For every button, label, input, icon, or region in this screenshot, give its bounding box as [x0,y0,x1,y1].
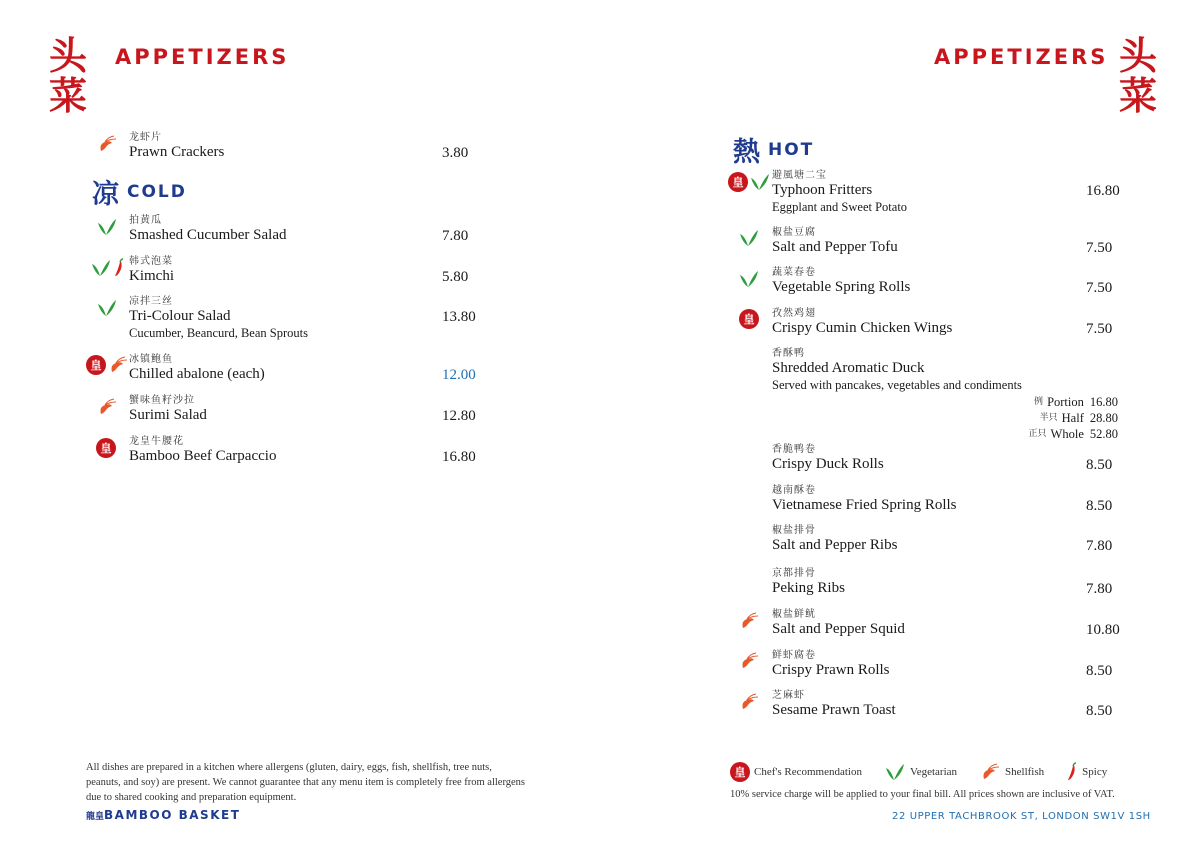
item-price: 8.50 [1086,703,1113,719]
item-price: 16.80 [1086,183,1120,199]
item-price: 12.00 [442,367,476,383]
vegetarian-leaf-icon [749,172,771,192]
item-name: Sesame Prawn Toast [772,702,896,718]
item-price: 5.80 [442,269,469,285]
item-name: Salt and Pepper Tofu [772,239,898,255]
vegetarian-leaf-icon [738,269,760,289]
menu-item-peking-ribs [772,567,845,597]
menu-item-vietnamese-spring-rolls [772,484,957,514]
menu-item-smashed-cucumber [129,214,286,244]
shellfish-shrimp-icon [96,397,118,417]
item-chinese-name: 拍黄瓜 [129,215,162,226]
item-price: 7.50 [1086,280,1113,296]
menu-item-tri-colour-salad [129,295,308,342]
item-name: Vietnamese Fried Spring Rolls [772,497,957,513]
icon-legend [730,762,1129,782]
chef-recommendation-icon: 皇 [739,309,759,329]
item-icons [738,651,760,671]
chef-recommendation-icon: 皇 [728,172,748,192]
item-chinese-name: 芝麻虾 [772,690,805,701]
item-name: Kimchi [129,268,174,284]
item-price: 7.80 [1086,581,1113,597]
size-price: 28.80 [1089,411,1118,425]
legend-vegetarian-label: Vegetarian [910,766,958,778]
item-chinese-name: 冰镇鲍鱼 [129,354,173,365]
item-chinese-name: 椒盐鲜鱿 [772,609,816,620]
menu-item-aromatic-duck [772,347,1022,394]
vegetarian-leaf-icon [90,258,112,278]
restaurant-address: 22 UPPER TACHBROOK ST, LONDON SW1V 1SH [892,811,1151,822]
legend-shellfish-label: Shellfish [1005,766,1045,778]
item-price: 8.50 [1086,457,1113,473]
chef-recommendation-icon: 皇 [86,355,106,375]
item-name: Salt and Pepper Squid [772,621,905,637]
item-name: Bamboo Beef Carpaccio [129,448,277,464]
item-icons [738,692,760,712]
item-price: 7.50 [1086,240,1113,256]
menu-item-prawn-crackers [129,131,224,161]
item-name: Shredded Aromatic Duck [772,360,925,376]
vegetarian-leaf-icon [96,217,118,237]
menu-item-vegetable-spring-rolls [772,266,910,296]
size-chinese: 半只 [1039,413,1058,423]
item-chinese-name: 避風塘二宝 [772,170,827,181]
spicy-chili-icon [113,258,125,278]
spicy-chili-icon [1066,762,1078,782]
item-name: Crispy Prawn Rolls [772,662,890,678]
item-description: Eggplant and Sweet Potato [772,200,908,214]
size-chinese: 例 [1034,397,1044,407]
item-icons [96,217,118,237]
section-cold-label: COLD [127,181,187,202]
legend-shellfish [979,762,1044,782]
size-row [980,426,1118,442]
vegetarian-leaf-icon [884,762,906,782]
page-title-left: APPETIZERS [115,45,290,69]
shellfish-shrimp-icon [738,692,760,712]
item-price: 7.80 [1086,538,1113,554]
item-icons [90,258,125,278]
chef-recommendation-icon: 皇 [730,762,750,782]
item-description: Cucumber, Beancurd, Bean Sprouts [129,326,308,340]
brand-chinese: 龍皇 [86,812,105,822]
item-price: 8.50 [1086,663,1113,679]
shellfish-shrimp-icon [979,762,1001,782]
size-label: Whole [1050,427,1084,441]
item-name: Surimi Salad [129,407,207,423]
item-icons [96,397,118,417]
service-charge-note: 10% service charge will be applied to your final bill. All prices shown are inclusive of VAT. [730,789,1115,800]
item-chinese-name: 凉拌三丝 [129,296,173,307]
section-hot-heading [733,130,814,169]
item-description: Served with pancakes, vegetables and condiments [772,378,1022,392]
menu-item-salt-pepper-ribs [772,524,897,554]
size-label: Half [1061,411,1084,425]
item-icons [739,309,759,329]
duck-size-prices [980,394,1118,442]
menu-item-salt-pepper-tofu [772,226,898,256]
item-chinese-name: 龙虾片 [129,132,162,143]
size-label: Portion [1047,395,1084,409]
brand-name: BAMBOO BASKET [104,808,241,822]
item-name: Smashed Cucumber Salad [129,227,287,243]
brand-logo [86,808,240,822]
item-icons [738,228,760,248]
item-name: Crispy Duck Rolls [772,456,884,472]
size-price: 16.80 [1089,395,1118,409]
shellfish-shrimp-icon [738,651,760,671]
size-row [980,410,1118,426]
menu-item-typhoon-fritters [772,169,907,216]
item-name: Tri-Colour Salad [129,308,231,324]
item-name: Vegetable Spring Rolls [772,279,911,295]
chinese-title-right: 头 菜 [1118,33,1157,118]
legend-vegetarian [884,762,957,782]
chinese-title-left: 头 菜 [48,33,87,118]
item-chinese-name: 鲜虾腐卷 [772,650,816,661]
item-icons [96,298,118,318]
item-price: 7.50 [1086,321,1113,337]
item-price: 8.50 [1086,498,1113,514]
item-name: Typhoon Fritters [772,182,873,198]
item-price: 12.80 [442,408,476,424]
item-name: Peking Ribs [772,580,845,596]
item-icons [86,355,129,375]
item-price: 3.80 [442,145,469,161]
chef-recommendation-icon: 皇 [96,438,116,458]
item-chinese-name: 蟹味鱼籽沙拉 [129,395,195,406]
item-price: 10.80 [1086,622,1120,638]
item-name: Chilled abalone (each) [129,366,265,382]
section-hot-chinese: 熱 [733,137,760,168]
menu-item-crispy-prawn-rolls [772,649,890,679]
item-chinese-name: 香脆鸭卷 [772,444,816,455]
item-icons [96,438,116,458]
menu-item-sesame-prawn-toast [772,689,896,719]
item-name: Salt and Pepper Ribs [772,537,898,553]
size-chinese: 正只 [1028,429,1047,439]
vegetarian-leaf-icon [738,228,760,248]
size-row [980,394,1118,410]
menu-item-cumin-chicken-wings [772,307,952,337]
menu-item-surimi-salad [129,394,207,424]
item-chinese-name: 蔬菜春卷 [772,267,816,278]
item-chinese-name: 京都排骨 [772,568,816,579]
item-icons [96,134,118,154]
item-name: Crispy Cumin Chicken Wings [772,320,953,336]
item-icons [728,172,771,192]
section-cold-heading [92,172,187,211]
item-chinese-name: 孜然鸡翅 [772,308,816,319]
item-price: 16.80 [442,449,476,465]
item-chinese-name: 椒盐豆腐 [772,227,816,238]
shellfish-shrimp-icon [107,355,129,375]
menu-item-kimchi [129,255,174,285]
item-name: Prawn Crackers [129,144,225,160]
legend-spicy-label: Spicy [1082,766,1108,778]
item-price: 7.80 [442,228,469,244]
section-hot-label: HOT [768,139,815,160]
allergen-notice: All dishes are prepared in a kitchen where allergens (gluten, dairy, eggs, fish, shellfish, tree nuts, peanuts, and soy) are present. We cannot guarantee that any menu item is completely free from allergens due to shared cooking and preparation equipment. [86,762,526,803]
section-cold-chinese: 凉 [92,179,119,210]
item-price: 13.80 [442,309,476,325]
size-price: 52.80 [1089,427,1118,441]
menu-item-chilled-abalone [129,353,265,383]
item-chinese-name: 香酥鸭 [772,348,805,359]
legend-spicy [1066,762,1107,782]
item-chinese-name: 椒盐排骨 [772,525,816,536]
item-icons [738,269,760,289]
item-chinese-name: 越南酥卷 [772,485,816,496]
vegetarian-leaf-icon [96,298,118,318]
page-title-right: APPETIZERS [934,45,1109,69]
menu-item-salt-pepper-squid [772,608,905,638]
legend-chef [730,762,862,782]
shellfish-shrimp-icon [96,134,118,154]
item-chinese-name: 龙皇牛腰花 [129,436,184,447]
menu-item-crispy-duck-rolls [772,443,884,473]
item-chinese-name: 韩式泡菜 [129,256,173,267]
legend-chef-label: Chef's Recommendation [754,766,862,778]
item-icons [738,611,760,631]
shellfish-shrimp-icon [738,611,760,631]
menu-item-bamboo-beef [129,435,276,465]
